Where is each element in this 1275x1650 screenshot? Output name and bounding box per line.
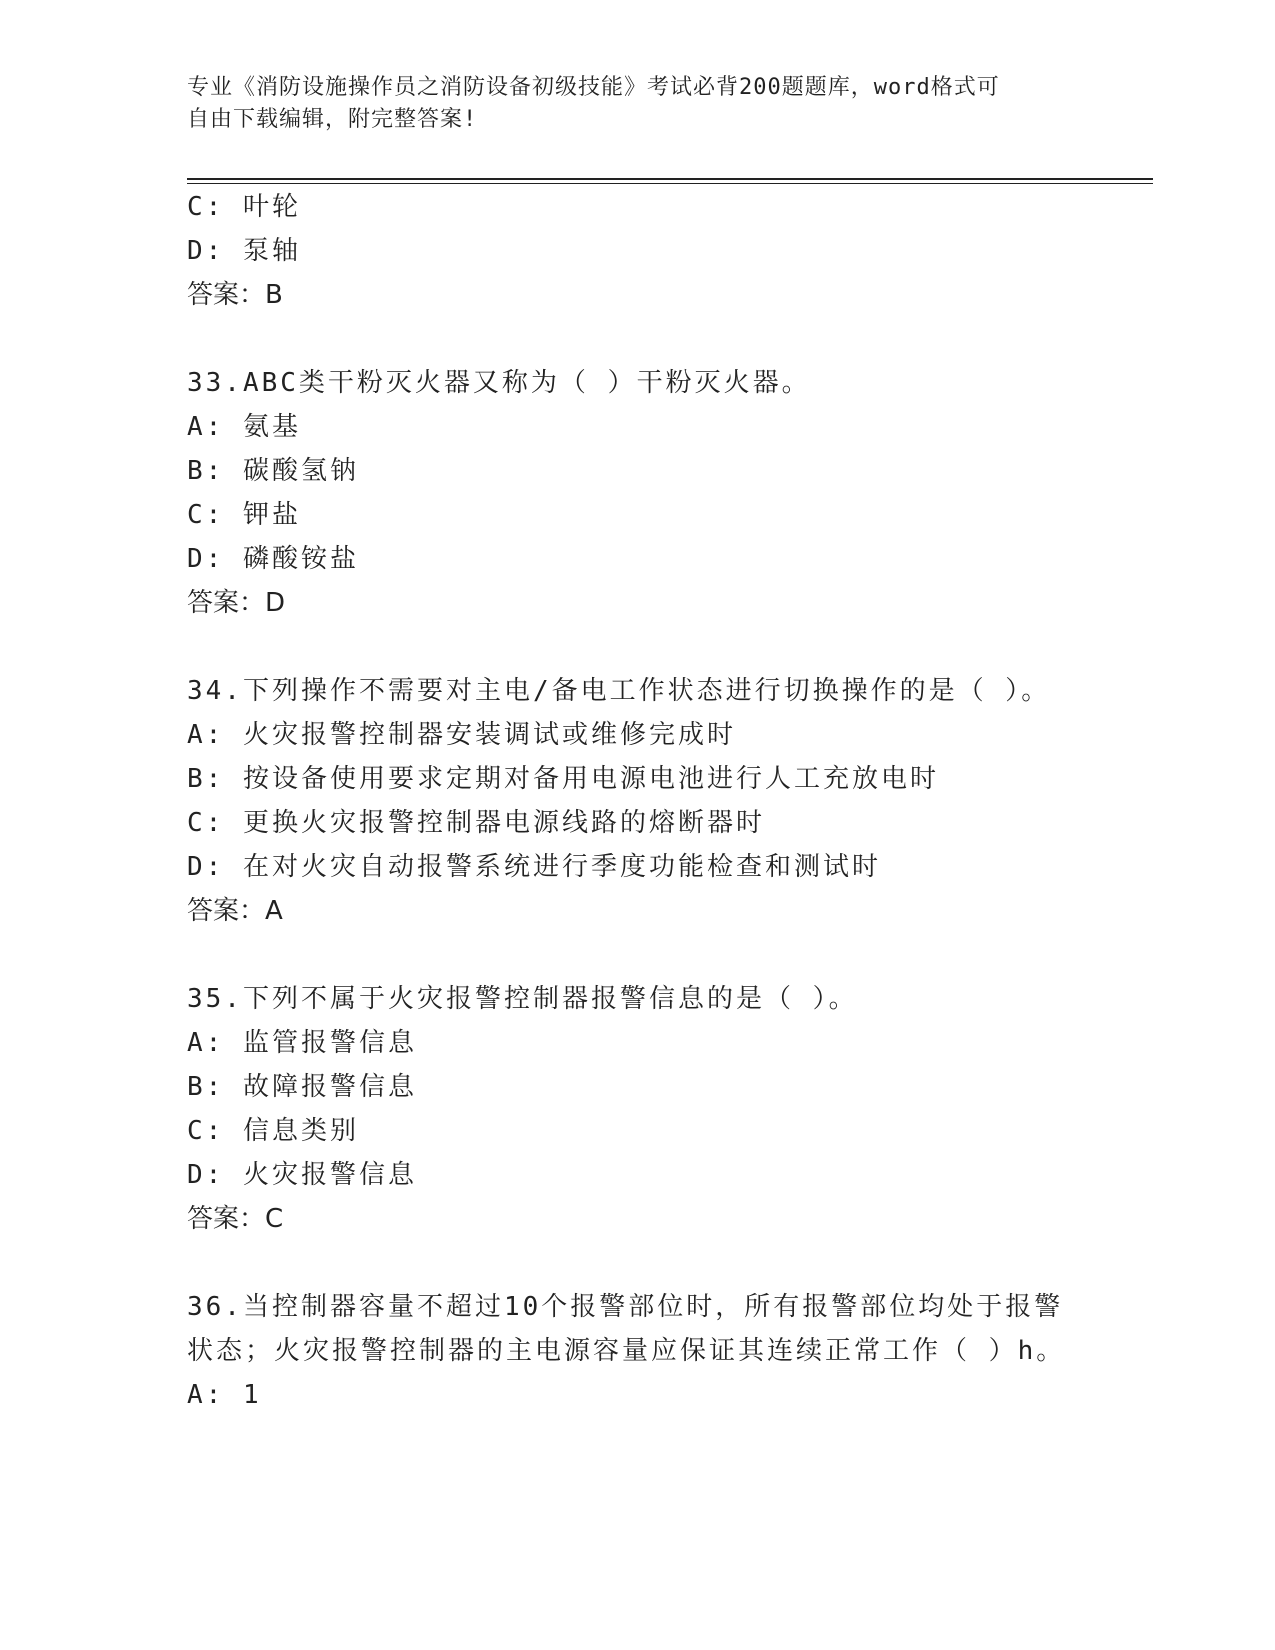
q34-option-d: D: 在对火灾自动报警系统进行季度功能检查和测试时 bbox=[187, 852, 881, 882]
q33-answer: 答案：D bbox=[187, 588, 286, 618]
q34-stem: 34.下列操作不需要对主电/备电工作状态进行切换操作的是（ ）。 bbox=[187, 676, 1051, 706]
header-line-2: 自由下载编辑，附完整答案! bbox=[187, 107, 478, 132]
q36-option-a: A: 1 bbox=[187, 1380, 262, 1410]
header-line-1: 专业《消防设施操作员之消防设备初级技能》考试必背200题题库，word格式可 bbox=[187, 75, 1000, 100]
q33-option-c: C: 钾盐 bbox=[187, 500, 301, 530]
q35-option-d: D: 火灾报警信息 bbox=[187, 1160, 417, 1190]
q36-stem-line-2: 状态；火灾报警控制器的主电源容量应保证其连续正常工作（ ）h。 bbox=[187, 1336, 1066, 1366]
q33-stem: 33.ABC类干粉灭火器又称为（ ）干粉灭火器。 bbox=[187, 368, 811, 398]
document-header bbox=[187, 72, 1067, 136]
header-rule-thin bbox=[187, 183, 1153, 184]
q35-option-c: C: 信息类别 bbox=[187, 1116, 359, 1146]
q34-option-b: B: 按设备使用要求定期对备用电源电池进行人工充放电时 bbox=[187, 764, 939, 794]
q35-stem: 35.下列不属于火灾报警控制器报警信息的是（ ）。 bbox=[187, 984, 858, 1014]
q34-option-a: A: 火灾报警控制器安装调试或维修完成时 bbox=[187, 720, 736, 750]
q36-stem-line-1: 36.当控制器容量不超过10个报警部位时，所有报警部位均处于报警 bbox=[187, 1292, 1064, 1322]
q35-option-b: B: 故障报警信息 bbox=[187, 1072, 417, 1102]
prev-option-d: D: 泵轴 bbox=[187, 236, 301, 266]
header-rule-thick bbox=[187, 178, 1153, 180]
prev-option-c: C: 叶轮 bbox=[187, 192, 301, 222]
q33-option-b: B: 碳酸氢钠 bbox=[187, 456, 359, 486]
q34-answer: 答案：A bbox=[187, 896, 283, 926]
q34-option-c: C: 更换火灾报警控制器电源线路的熔断器时 bbox=[187, 808, 765, 838]
q35-answer: 答案：C bbox=[187, 1204, 284, 1234]
q33-option-a: A: 氨基 bbox=[187, 412, 301, 442]
prev-answer: 答案：B bbox=[187, 280, 283, 310]
q33-option-d: D: 磷酸铵盐 bbox=[187, 544, 359, 574]
q35-option-a: A: 监管报警信息 bbox=[187, 1028, 417, 1058]
